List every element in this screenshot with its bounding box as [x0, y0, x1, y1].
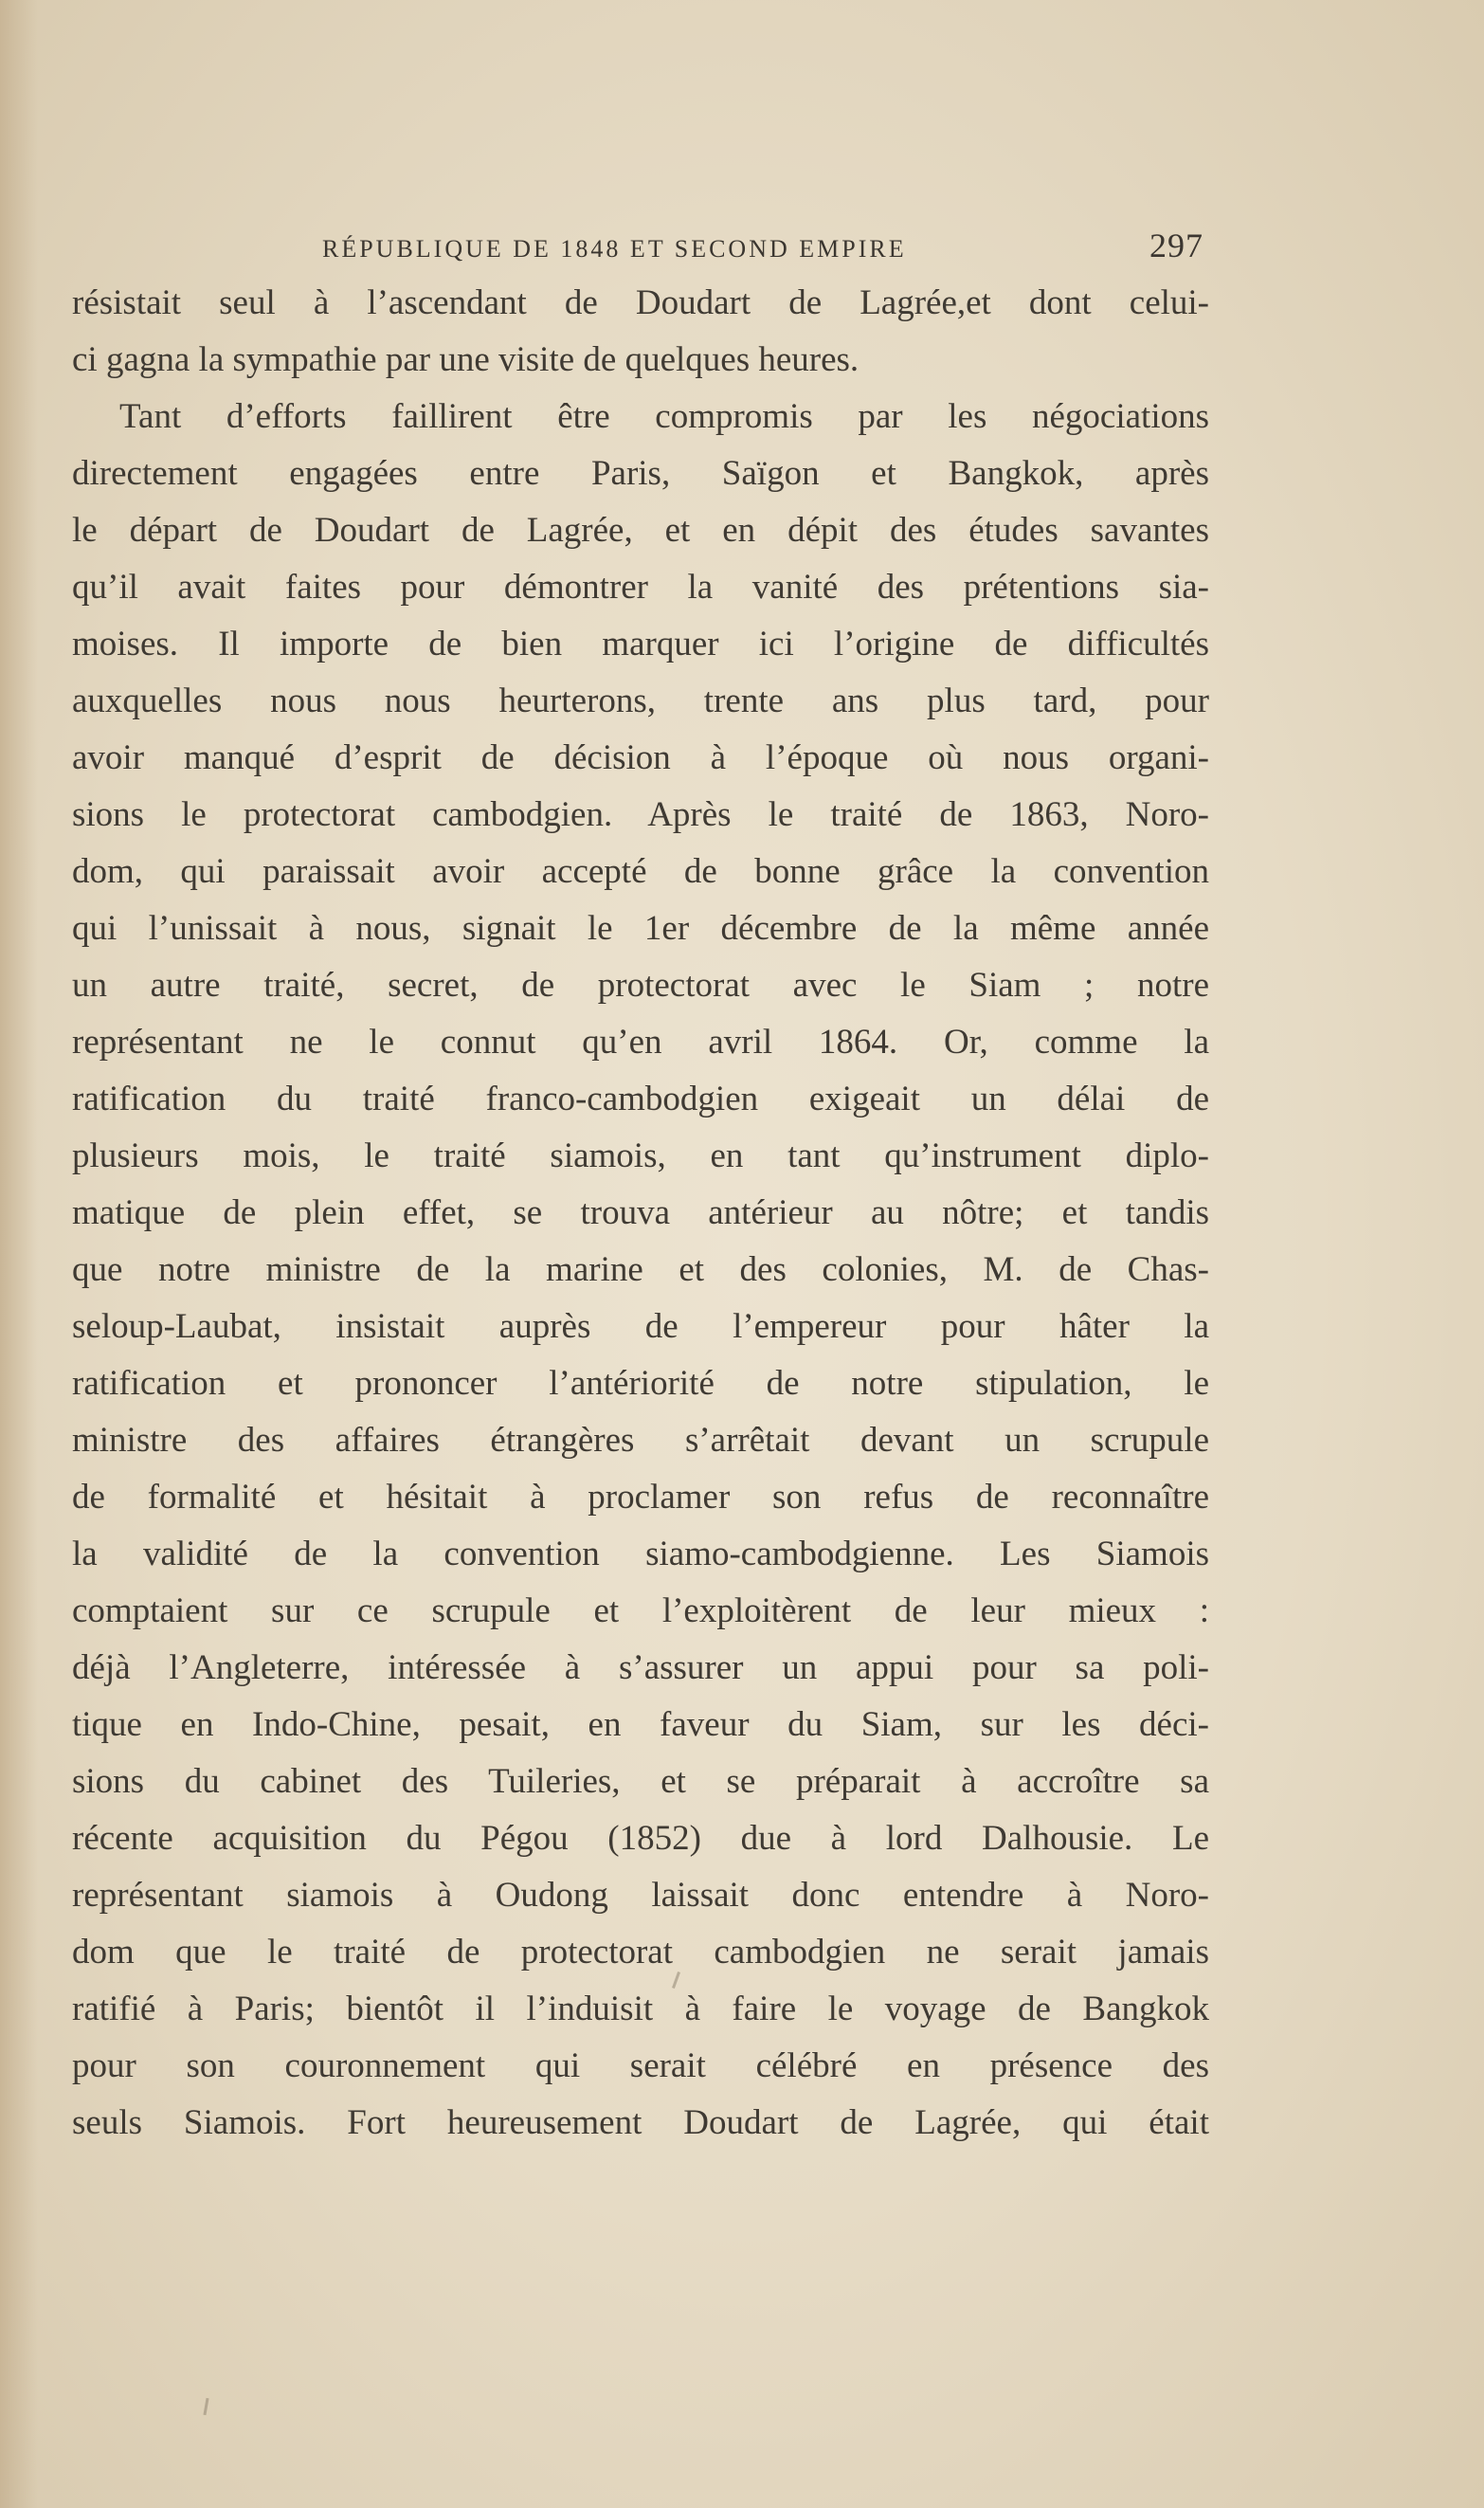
- text-line: de formalité et hésitait à proclamer son refus de reconnaître: [72, 1478, 1209, 1517]
- text-line: auxquelles nous nous heurterons, trente ans plus tard, pour: [72, 682, 1209, 720]
- text-line: représentant ne le connut qu’en avril 1864. Or, comme la: [72, 1023, 1209, 1062]
- text-line: sions le protectorat cambodgien. Après le traité de 1863, Noro-: [72, 795, 1209, 834]
- text-line: ratifié à Paris; bientôt il l’induisit à faire le voyage de Bangkok: [72, 1990, 1209, 2028]
- running-head: [322, 226, 1203, 273]
- text-line: dom, qui paraissait avoir accepté de bonne grâce la convention: [72, 852, 1209, 891]
- text-line: un autre traité, secret, de protectorat avec le Siam ; notre: [72, 966, 1209, 1005]
- text-line: pour son couronnement qui serait célébré en présence des: [72, 2046, 1209, 2085]
- text-line: le départ de Doudart de Lagrée, et en dépit des études savantes: [72, 511, 1209, 550]
- text-line: ci gagna la sympathie par une visite de quelques heures.: [72, 340, 860, 379]
- text-line: ministre des affaires étrangères s’arrêtait devant un scrupule: [72, 1421, 1209, 1460]
- text-line: sions du cabinet des Tuileries, et se préparait à accroître sa: [72, 1762, 1209, 1801]
- paper-speck: [203, 2398, 208, 2415]
- text-line: comptaient sur ce scrupule et l’exploitèrent de leur mieux :: [72, 1591, 1209, 1630]
- text-line: qui l’unissait à nous, signait le 1er décembre de la même année: [72, 909, 1209, 948]
- body-text: [72, 275, 1209, 2152]
- page-number: 297: [1149, 227, 1203, 264]
- text-line: qu’il avait faites pour démontrer la vanité des prétentions sia-: [72, 568, 1209, 607]
- text-line: seuls Siamois. Fort heureusement Doudart de Lagrée, qui était: [72, 2103, 1209, 2142]
- text-line: dom que le traité de protectorat cambodgien ne serait jamais: [72, 1933, 1209, 1972]
- text-line: matique de plein effet, se trouva antérieur au nôtre; et tandis: [72, 1193, 1209, 1232]
- text-line: résistait seul à l’ascendant de Doudart de Lagrée,et dont celui-: [72, 283, 1209, 322]
- text-line: seloup-Laubat, insistait auprès de l’empereur pour hâter la: [72, 1307, 1209, 1346]
- text-line: avoir manqué d’esprit de décision à l’époque où nous organi-: [72, 738, 1209, 777]
- text-line: la validité de la convention siamo-cambodgienne. Les Siamois: [72, 1535, 1209, 1573]
- text-line: ratification du traité franco-cambodgien exigeait un délai de: [72, 1080, 1209, 1118]
- text-line: Tant d’efforts faillirent être compromis par les négociations: [119, 397, 1209, 436]
- text-line: plusieurs mois, le traité siamois, en tant qu’instrument diplo-: [72, 1136, 1209, 1175]
- text-line: récente acquisition du Pégou (1852) due à lord Dalhousie. Le: [72, 1819, 1209, 1858]
- page-gutter-shadow: [0, 0, 38, 2508]
- text-line: directement engagées entre Paris, Saïgon et Bangkok, après: [72, 454, 1209, 493]
- running-title: RÉPUBLIQUE DE 1848 ET SECOND EMPIRE: [322, 235, 907, 263]
- text-line: moises. Il importe de bien marquer ici l’origine de difficultés: [72, 625, 1209, 663]
- text-line: ratification et prononcer l’antériorité de notre stipulation, le: [72, 1364, 1209, 1403]
- text-line: représentant siamois à Oudong laissait donc entendre à Noro-: [72, 1876, 1209, 1915]
- text-line: déjà l’Angleterre, intéressée à s’assurer un appui pour sa poli-: [72, 1648, 1209, 1687]
- text-line: que notre ministre de la marine et des colonies, M. de Chas-: [72, 1250, 1209, 1289]
- text-line: tique en Indo-Chine, pesait, en faveur du Siam, sur les déci-: [72, 1705, 1209, 1744]
